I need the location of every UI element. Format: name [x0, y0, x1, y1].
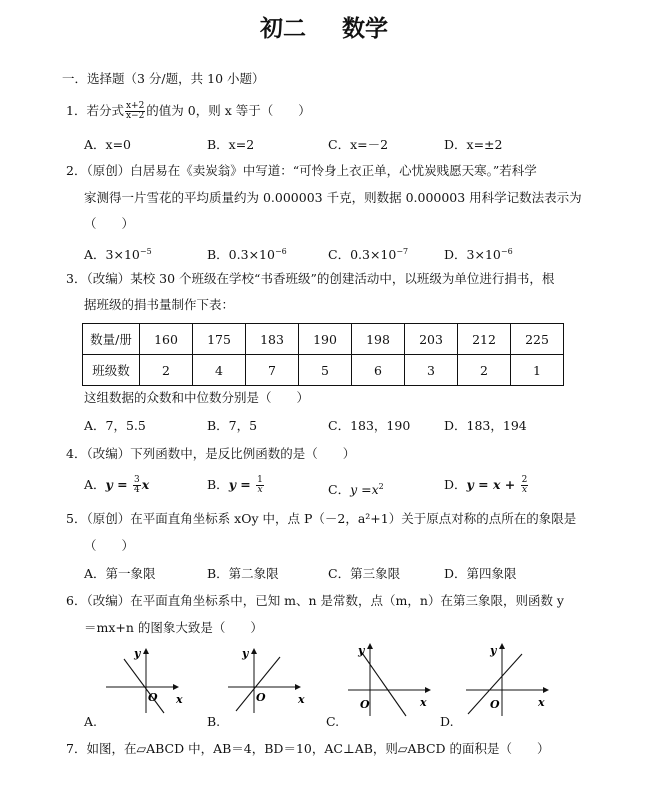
q1-option-b: B．x=2: [207, 137, 255, 152]
q1-frac-num: x+2: [125, 101, 145, 111]
table-cell: 5: [299, 355, 352, 386]
q6-option-b: B.: [207, 714, 221, 729]
table-cell: 183: [246, 324, 299, 355]
graph-c: [344, 640, 440, 718]
q6-option-c: C.: [326, 714, 340, 729]
q2-option-a-exp: −5: [139, 247, 152, 256]
q5-line-1: 5．（原创）在平面直角坐标系 xOy 中，点 P（－2，a²+1）关于原点对称的点所在的象限是: [66, 511, 577, 526]
y-label: y: [358, 644, 365, 657]
title-part-1: 初二: [259, 16, 306, 42]
q1-prefix: 1．若分式: [66, 103, 124, 118]
table-header-classes: 班级数: [83, 355, 140, 386]
y-label: y: [134, 647, 141, 660]
q2-line-2: 家测得一片雪花的平均质量约为 0.000003 千克，则数据 0.000003 用科学记数法表示为: [84, 190, 582, 205]
q4-a-den: 4: [133, 485, 140, 495]
q4-d-num: 2: [521, 475, 528, 485]
q1-fraction: [125, 102, 145, 121]
q4-b-num: 1: [257, 475, 263, 485]
q2-option-b-exp: −6: [274, 247, 287, 256]
q2-option-a-label: A．3×10: [84, 247, 140, 263]
table-cell: 225: [511, 324, 564, 355]
table-cell: 6: [352, 355, 405, 386]
q4-a-num: 3: [133, 475, 140, 485]
q3-line-1: 3．（改编）某校 30 个班级在学校“书香班级”的创建活动中，以班级为单位进行捐书，根: [66, 271, 555, 286]
table-cell: 160: [140, 324, 193, 355]
x-label: x: [298, 693, 305, 706]
q2-line-1: 2．（原创）白居易在《卖炭翁》中写道：“可怜身上衣正单，心忧炭贱愿天寒。”若科学: [66, 163, 537, 178]
title-part-2: 数学: [342, 16, 388, 42]
q4-d-frac: [521, 476, 529, 495]
q4-b-den: x: [257, 485, 263, 495]
origin-label: O: [256, 691, 266, 704]
table-cell: 203: [405, 324, 458, 355]
q5-option-a: A．第一象限: [84, 566, 156, 581]
table-header-quantity: 数量/册: [83, 324, 140, 355]
origin-label: O: [148, 691, 158, 704]
q1-option-a: A．x=0: [84, 137, 132, 152]
q7-line-1: 7．如图，在▱ABCD 中，AB＝4，BD＝10，AC⊥AB，则▱ABCD 的面积是（ ）: [66, 741, 550, 756]
q1-rest: 的值为 0，则 x 等于（ ）: [146, 103, 311, 118]
q5-option-d: D．第四象限: [444, 566, 517, 581]
table-cell: 7: [246, 355, 299, 386]
graph-a: [102, 645, 190, 715]
table-cell: 212: [458, 324, 511, 355]
q3-line-3: 这组数据的众数和中位数分别是（ ）: [84, 390, 310, 405]
q4-d-den: x: [521, 485, 528, 495]
function-line: [124, 659, 164, 713]
q2-option-d-label: D．3×10: [444, 247, 501, 263]
table-cell: 190: [299, 324, 352, 355]
q2-option-c: [328, 243, 408, 264]
q4-b-label: B．: [207, 477, 229, 492]
page-title: [0, 10, 648, 43]
q4-a-frac: [133, 476, 141, 495]
donation-table: [82, 323, 564, 386]
q6-option-a: A.: [84, 714, 98, 729]
y-label: y: [242, 647, 249, 660]
q4-d-pre: y = x +: [466, 477, 520, 492]
origin-label: O: [360, 698, 370, 711]
q4-c-text: y =x: [350, 482, 379, 498]
table-cell: 1: [511, 355, 564, 386]
q4-option-d: [444, 476, 529, 495]
q6-option-d: D.: [440, 714, 454, 729]
q4-b-pre: y =: [228, 477, 256, 492]
q4-d-label: D．: [444, 477, 467, 492]
table-cell: 4: [193, 355, 246, 386]
q4-option-b: [207, 476, 265, 495]
q2-line-3: （ ）: [84, 216, 135, 231]
q3-option-a: A．7，5.5: [84, 418, 146, 433]
table-cell: 198: [352, 324, 405, 355]
q4-option-a: [84, 476, 149, 495]
x-label: x: [538, 696, 545, 709]
q3-option-b: B．7，5: [207, 418, 258, 433]
q3-line-2: 据班级的捐书量制作下表：: [84, 297, 235, 312]
q6-line-1: 6．（改编）在平面直角坐标系中，已知 m、n 是常数，点（m，n）在第三象限，则函数 y: [66, 593, 564, 608]
q5-option-c: C．第三象限: [328, 566, 401, 581]
x-label: x: [176, 693, 183, 706]
y-label: y: [490, 644, 497, 657]
q1-frac-den: x−2: [125, 111, 145, 121]
q2-option-c-exp: −7: [396, 247, 409, 256]
graph-b: [224, 645, 312, 715]
q2-option-b-label: B．0.3×10: [207, 247, 275, 263]
question-1: [66, 102, 311, 121]
q1-option-c: C．x=－2: [328, 137, 389, 152]
q4-c-label: C．: [328, 482, 351, 498]
q5-option-b: B．第二象限: [207, 566, 279, 581]
q2-option-b: [207, 243, 287, 264]
q2-option-a: [84, 243, 152, 264]
q4-option-c: [328, 478, 384, 499]
q2-option-d: [444, 243, 513, 264]
q2-option-c-label: C．0.3×10: [328, 247, 397, 263]
q3-option-c: C．183，190: [328, 418, 411, 433]
graph-d: [462, 640, 558, 718]
table-row-quantity: [83, 324, 564, 355]
q2-option-d-exp: −6: [500, 247, 513, 256]
q4-line-1: 4．（改编）下列函数中，是反比例函数的是（ ）: [66, 446, 356, 461]
table-cell: 3: [405, 355, 458, 386]
q4-a-pre: y =: [105, 477, 132, 492]
q4-a-label: A．: [84, 477, 106, 492]
q1-option-d: D．x=±2: [444, 137, 503, 152]
q4-a-post: x: [141, 477, 150, 492]
origin-label: O: [490, 698, 500, 711]
table-cell: 2: [458, 355, 511, 386]
x-label: x: [420, 696, 427, 709]
table-row-classes: [83, 355, 564, 386]
q6-line-2: ＝mx+n 的图象大致是（ ）: [84, 620, 263, 635]
table-cell: 175: [193, 324, 246, 355]
q3-option-d: D．183，194: [444, 418, 527, 433]
section-heading: 一．选择题（3 分/题，共 10 小题）: [62, 71, 265, 86]
q4-c-exp: 2: [378, 482, 384, 491]
q5-line-2: （ ）: [84, 538, 135, 553]
q4-b-frac: [256, 476, 264, 495]
table-cell: 2: [140, 355, 193, 386]
